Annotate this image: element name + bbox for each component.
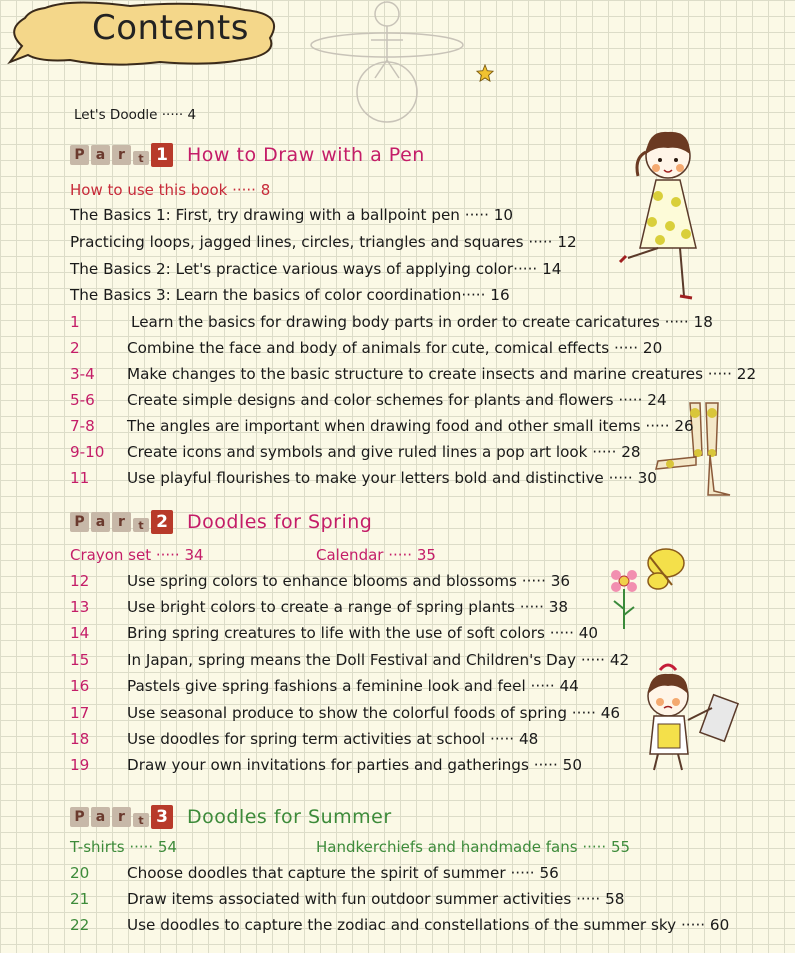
sub-entry: Handkerchiefs and handmade fans ····· 55 [316, 838, 631, 856]
chapter-number: 22 [70, 916, 90, 934]
basics-entry: The Basics 2: Let's practice various ways of applying color····· 14 [70, 260, 562, 278]
tile: P [70, 807, 89, 827]
chapter-text: Draw your own invitations for parties and gatherings ····· 50 [127, 756, 582, 774]
chapter-entry [70, 312, 713, 332]
chapter-entry [70, 416, 694, 436]
chapter-text: Use spring colors to enhance blooms and blossoms ····· 36 [127, 572, 571, 590]
leg-doodle-icon [650, 395, 735, 505]
chapter-text: Use playful flourishes to make your letters bold and distinctive ····· 30 [127, 469, 657, 487]
part-title: Doodles for Spring [187, 511, 373, 533]
part-tiles [70, 510, 173, 534]
chapter-number: 7-8 [70, 417, 95, 435]
chapter-text: Draw items associated with fun outdoor summer activities ····· 58 [127, 890, 625, 908]
chapter-number: 3-4 [70, 365, 95, 383]
intro-entry: Let's Doodle ····· 4 [74, 107, 197, 123]
part-number: 3 [151, 805, 173, 829]
chapter-number: 14 [70, 624, 90, 642]
sub-entry: How to use this book ····· 8 [70, 181, 271, 199]
chapter-text: Use doodles to capture the zodiac and constellations of the summer sky ····· 60 [127, 916, 730, 934]
planet-doodle-icon [305, 0, 465, 125]
chapter-entry [70, 338, 662, 358]
part-number: 1 [151, 143, 173, 167]
chapter-text: In Japan, spring means the Doll Festival and Children's Day ····· 42 [127, 651, 630, 669]
chapter-number: 1 [70, 313, 80, 331]
chapter-text: Use doodles for spring term activities at school ····· 48 [127, 730, 539, 748]
chapter-text: Use seasonal produce to show the colorful foods of spring ····· 46 [127, 704, 621, 722]
chapter-text: Use bright colors to create a range of spring plants ····· 38 [127, 598, 569, 616]
sub-entry: Crayon set ····· 34 [70, 546, 204, 564]
chapter-entry [70, 703, 620, 723]
girl-doodle-icon [618, 118, 718, 303]
part-title: How to Draw with a Pen [187, 144, 425, 166]
chapter-text: Create icons and symbols and give ruled lines a pop art look ····· 28 [127, 443, 641, 461]
child-doodle-icon [628, 658, 748, 778]
tile: r [112, 512, 131, 532]
chapter-entry [70, 442, 641, 462]
sub-entry: Calendar ····· 35 [316, 546, 436, 564]
chapter-entry [70, 571, 570, 591]
chapter-text: Combine the face and body of animals for cute, comical effects ····· 20 [127, 339, 663, 357]
chapter-number: 17 [70, 704, 90, 722]
part-tiles [70, 143, 173, 167]
chapter-entry [70, 650, 629, 670]
chapter-entry [70, 390, 667, 410]
part-title: Doodles for Summer [187, 806, 392, 828]
sub-entry: T-shirts ····· 54 [70, 838, 178, 856]
chapter-number: 13 [70, 598, 90, 616]
chapter-entry [70, 889, 624, 909]
basics-entry: Practicing loops, jagged lines, circles, triangles and squares ····· 12 [70, 233, 577, 251]
tile: r [112, 145, 131, 165]
chapter-text: Bring spring creatures to life with the use of soft colors ····· 40 [127, 624, 599, 642]
tile: a [91, 807, 110, 827]
chapter-entry [70, 468, 657, 488]
tile: a [91, 512, 110, 532]
chapter-entry [70, 364, 756, 384]
chapter-number: 5-6 [70, 391, 95, 409]
chapter-text: Make changes to the basic structure to create insects and marine creatures ····· 22 [127, 365, 757, 383]
chapter-number: 12 [70, 572, 90, 590]
chapter-number: 21 [70, 890, 90, 908]
chapter-number: 11 [70, 469, 90, 487]
tile: t [133, 813, 149, 827]
chapter-text: Choose doodles that capture the spirit of summer ····· 56 [127, 864, 559, 882]
tile: P [70, 145, 89, 165]
flower-doodle-icon [600, 545, 695, 635]
chapter-text: The angles are important when drawing food and other small items ····· 26 [127, 417, 694, 435]
tile: t [133, 518, 149, 532]
chapter-text: Learn the basics for drawing body parts in order to create caricatures ····· 18 [131, 313, 713, 331]
tile: P [70, 512, 89, 532]
tile: a [91, 145, 110, 165]
part-1-header [70, 140, 425, 170]
chapter-number: 9-10 [70, 443, 105, 461]
part-number: 2 [151, 510, 173, 534]
part-3-header [70, 802, 392, 832]
tile: t [133, 151, 149, 165]
butterfly-doodle-icon [648, 549, 684, 589]
chapter-number: 2 [70, 339, 80, 357]
chapter-entry [70, 863, 559, 883]
chapter-entry [70, 623, 598, 643]
basics-entry: The Basics 1: First, try drawing with a ballpoint pen ····· 10 [70, 206, 514, 224]
chapter-text: Pastels give spring fashions a feminine look and feel ····· 44 [127, 677, 579, 695]
star-icon [476, 64, 494, 82]
chapter-number: 15 [70, 651, 90, 669]
chapter-entry [70, 915, 729, 935]
part-2-header [70, 507, 372, 537]
chapter-number: 19 [70, 756, 90, 774]
chapter-text: Create simple designs and color schemes for plants and flowers ····· 24 [127, 391, 667, 409]
chapter-number: 20 [70, 864, 90, 882]
chapter-entry [70, 597, 568, 617]
chapter-entry [70, 676, 579, 696]
page-title: Contents [92, 8, 249, 48]
chapter-entry [70, 755, 582, 775]
chapter-entry [70, 729, 538, 749]
tile: r [112, 807, 131, 827]
chapter-number: 18 [70, 730, 90, 748]
basics-entry: The Basics 3: Learn the basics of color coordination····· 16 [70, 286, 510, 304]
chapter-number: 16 [70, 677, 90, 695]
part-tiles [70, 805, 173, 829]
